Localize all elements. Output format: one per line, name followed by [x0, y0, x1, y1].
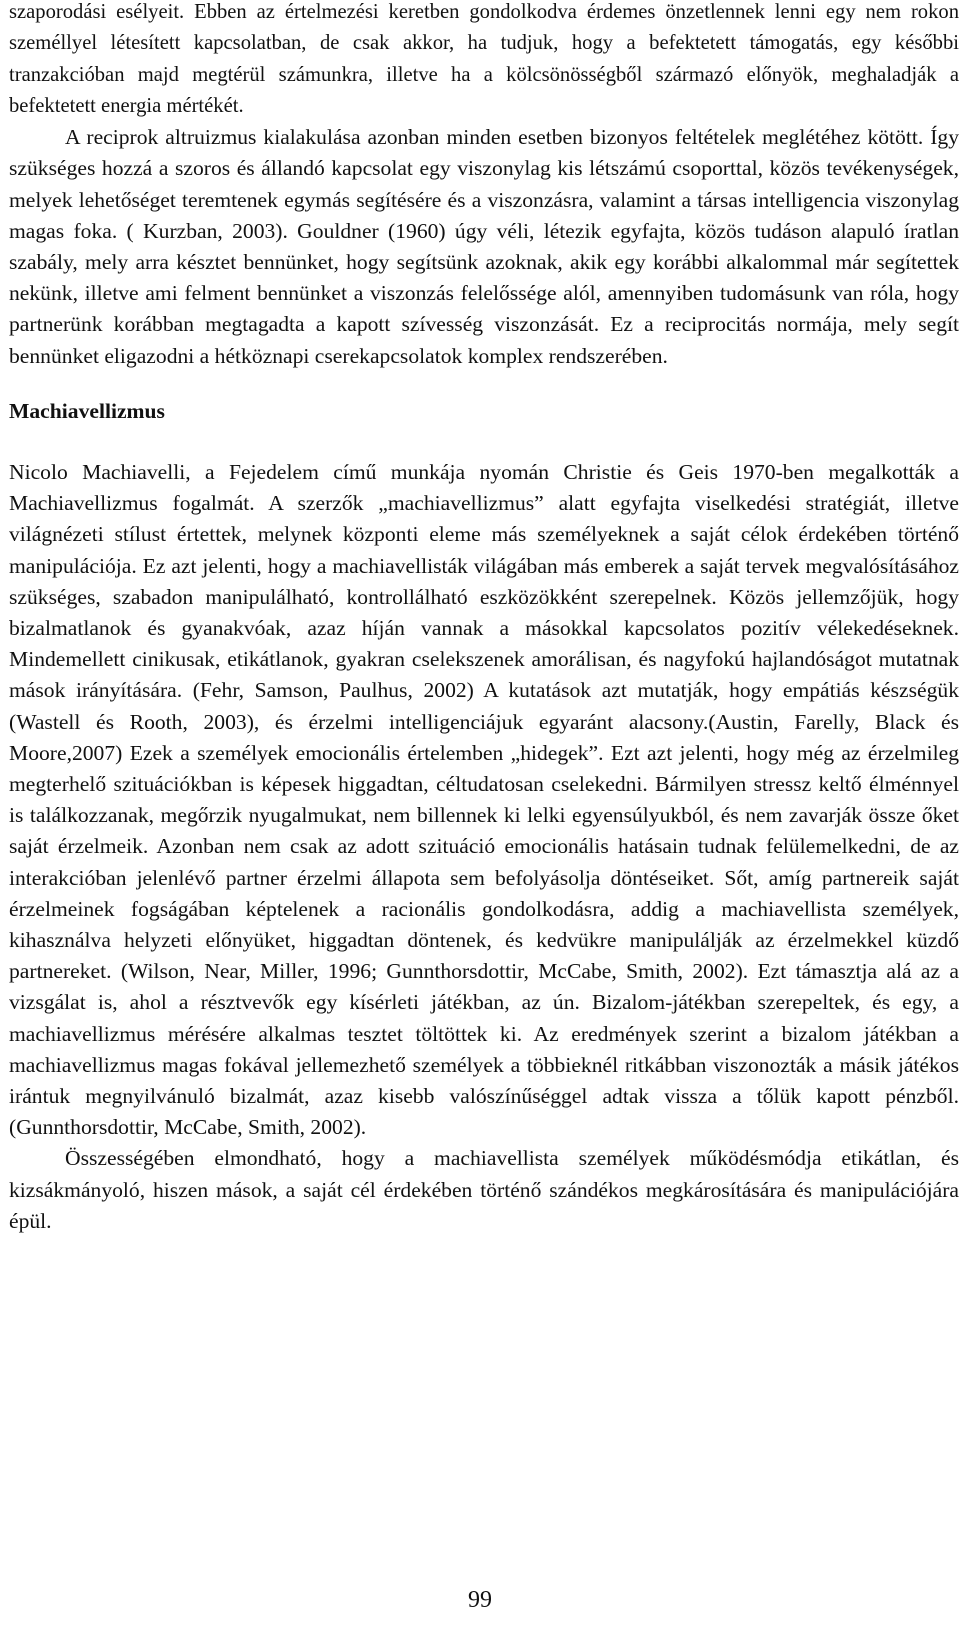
page-number: 99: [468, 1587, 492, 1613]
document-page: [9, 0, 959, 1237]
section-heading: Machiavellizmus: [9, 398, 165, 423]
paragraph-reciprocal-altruism: A reciprok altruizmus kialakulása azonban minden esetben bizonyos feltételek meglétéhez kötött. Így szükséges hozzá a szoros és állandó kapcsolat egy viszonylag kis létszámú csoporttal, közös tevékenységek, melyek lehetőséget teremtenek egymás segítésére és a viszonzásra, valamint a társas intelligencia viszonylag magas foka. ( Kurzban, 2003). Gouldner (1960) úgy véli, létezik egyfajta, közös tudáson alapuló íratlan szabály, mely arra késztet bennünket, hogy segítsünk azoknak, akik egy korábbi alkalommal már segítettek nekünk, illetve ami felment bennünket a viszonzás felelőssége alól, amennyiben tudomásunk van róla, hogy partnerünk korábban megtagadta a kapott szívesség viszonzását. Ez a reciprocitás normája, mely segít bennünket eligazodni a hétköznapi cserekapcsolatok komplex rendszerében.: [9, 125, 959, 368]
paragraph-summary: Összességében elmondható, hogy a machiavellista személyek működésmódja etikátlan, és kizsákmányoló, hiszen mások, a saját cél érdekében történő szándékos megkárosítására és manipulációjára épül.: [9, 1146, 959, 1233]
paragraph-continuation: szaporodási esélyeit. Ebben az értelmezési keretben gondolkodva érdemes önzetlennek lenni egy nem rokon személlyel létesített kapcsolatban, de csak akkor, ha tudjuk, hogy a befektetett támogatás, egy későbbi tranzakcióban majd megtérül számunkra, illetve ha a kölcsönösségből származó előnyök, meghaladják a befektetett energia mértékét.: [9, 1, 959, 117]
paragraph-machiavellianism: Nicolo Machiavelli, a Fejedelem című munkája nyomán Christie és Geis 1970-ben megalkották a Machiavellizmus fogalmát. A szerzők „machiavellizmus” alatt egyfajta viselkedési stratégiát, illetve világnézeti stílust értettek, melynek központi eleme más személyeknek a saját célok érdekében történő manipulációja. Ez azt jelenti, hogy a machiavellisták világában más emberek a saját tervek megvalósításához szükséges, szabadon manipulálható, kontrollálható eszközökként szerepelnek. Közös jellemzőjük, hogy bizalmatlanok és gyanakvóak, azaz híján vannak a másokkal kapcsolatos pozitív vélekedéseknek. Mindemellett cinikusak, etikátlanok, gyakran cselekszenek amorálisan, és nagyfokú hajlandóságot mutatnak mások irányítására. (Fehr, Samson, Paulhus, 2002) A kutatások azt mutatják, hogy empátiás készségük (Wastell és Rooth, 2003), és érzelmi intelligenciájuk egyaránt alacsony.(Austin, Farelly, Black és Moore,2007) Ezek a személyek emocionális értelemben „hidegek”. Ezt azt jelenti, hogy még az érzelmileg megterhelő szituációkban is képesek higgadtan, céltudatosan cselekedni. Bármilyen stressz keltő élménnyel is találkozzanak, megőrzik nyugalmukat, nem billennek ki lelki egyensúlyukból, és nem zavarják össze őket saját érzelmeik. Azonban nem csak az adott szituáció emocionális hatásain tudnak felülemelkedni, de az interakcióban jelenlévő partner érzelmi állapota sem befolyásolja döntéseiket. Sőt, amíg partnereik saját érzelmeinek fogságában képtelenek a racionális gondolkodásra, addig a machiavellista személyek, kihasználva helyzeti előnyüket, higgadtan döntenek, és kedvükre manipulálják az érzelmekkel küzdő partnereket. (Wilson, Near, Miller, 1996; Gunnthorsdottir, McCabe, Smith, 2002). Ezt támasztja alá az a vizsgálat is, ahol a résztvevők egy kísérleti játékban, az ún. Bizalom-játékban szerepeltek, és egy, a machiavellizmus mérésére alkalmas tesztet töltöttek ki. Az eredmények szerint a bizalom játékban a machiavellizmus magas fokával jellemezhető személyek a többieknél ritkábban viszonozták a másik játékos irántuk megnyilvánuló bizalmát, azaz kisebb valószínűséggel adtak vissza a tőlük kapott pénzből. (Gunnthorsdottir, McCabe, Smith, 2002).: [9, 460, 959, 1140]
